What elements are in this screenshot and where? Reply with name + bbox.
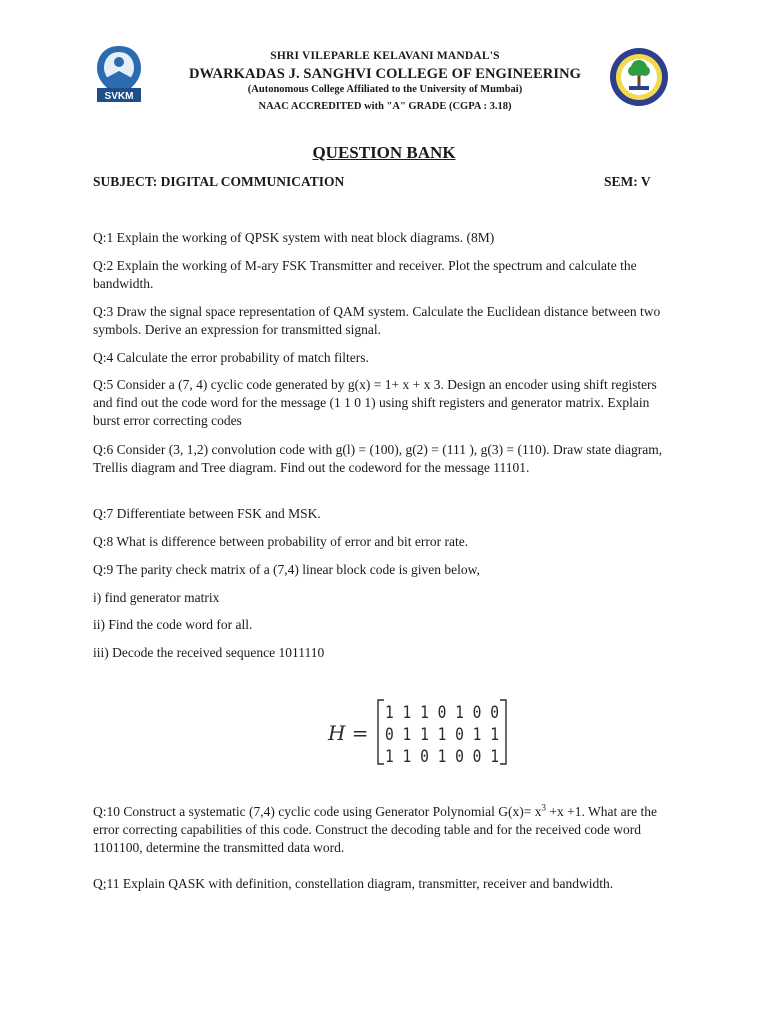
college-emblem-icon xyxy=(608,46,670,108)
question-11: Q;11 Explain QASK with definition, constellation diagram, transmitter, receiver and bandwidth. xyxy=(93,876,614,891)
semester-label: SEM: V xyxy=(604,174,651,189)
question-10-superscript: 3 xyxy=(541,802,547,813)
question-2: Q:2 Explain the working of M-ary FSK Transmitter and receiver. Plot the spectrum and calculate the bandwidth. xyxy=(93,258,637,291)
question-9-part-iii: iii) Decode the received sequence 1011110 xyxy=(93,645,325,660)
svkm-logo-text: SVKM xyxy=(104,91,134,102)
question-4: Q:4 Calculate the error probability of match filters. xyxy=(93,350,369,365)
question-9-part-ii: ii) Find the code word for all. xyxy=(93,617,253,632)
question-10 xyxy=(93,803,673,857)
matrix-row-3: 1 1 0 1 0 0 1 xyxy=(385,747,499,767)
parity-check-matrix xyxy=(326,696,516,768)
question-9: Q:9 The parity check matrix of a (7,4) linear block code is given below, xyxy=(93,562,480,577)
trust-name: SHRI VILEPARLE KELAVANI MANDAL'S xyxy=(270,50,500,62)
matrix-label: H = xyxy=(328,721,369,745)
matrix-row-2: 0 1 1 1 0 1 1 xyxy=(385,725,499,745)
question-3: Q:3 Draw the signal space representation of QAM system. Calculate the Euclidean distance between two symbols. Derive an expression for transmitted signal. xyxy=(93,304,661,337)
question-5: Q:5 Consider a (7, 4) cyclic code generated by g(x) = 1+ x + x 3. Design an encoder using shift registers and find out the code word for the message (1 1 0 1) using shift registers and generator matrix. Explain burst error correcting codes xyxy=(93,377,657,428)
svkm-logo-icon xyxy=(93,44,145,104)
matrix-row-1: 1 1 1 0 1 0 0 xyxy=(385,703,499,723)
question-7: Q:7 Differentiate between FSK and MSK. xyxy=(93,506,321,521)
matrix-left-bracket xyxy=(378,700,384,764)
question-9-part-i: i) find generator matrix xyxy=(93,590,220,605)
question-10-text-a: Q:10 Construct a systematic (7,4) cyclic code using Generator Polynomial G(x)= x xyxy=(93,804,542,819)
accreditation: NAAC ACCREDITED with "A" GRADE (CGPA : 3.18) xyxy=(258,101,512,112)
page-title: QUESTION BANK xyxy=(312,143,456,162)
college-name: DWARKADAS J. SANGHVI COLLEGE OF ENGINEERING xyxy=(188,66,582,82)
subject-label: SUBJECT: DIGITAL COMMUNICATION xyxy=(93,174,345,189)
question-10-text-b: +x +1. What are the error correcting capabilities of this code. Construct the decoding table and for the received code word 1101100, determine the transmitted data word. xyxy=(93,804,657,855)
question-6: Q:6 Consider (3, 1,2) convolution code with g(l) = (100), g(2) = (111 ), g(3) = (110). Draw state diagram, Trellis diagram and Tree diagram. Find out the codeword for the message 11101. xyxy=(93,442,663,475)
question-1: Q:1 Explain the working of QPSK system with neat block diagrams. (8M) xyxy=(93,230,495,245)
question-8: Q:8 What is difference between probability of error and bit error rate. xyxy=(93,534,469,549)
affiliation: (Autonomous College Affiliated to the University of Mumbai) xyxy=(247,84,523,95)
matrix-right-bracket xyxy=(500,700,506,764)
